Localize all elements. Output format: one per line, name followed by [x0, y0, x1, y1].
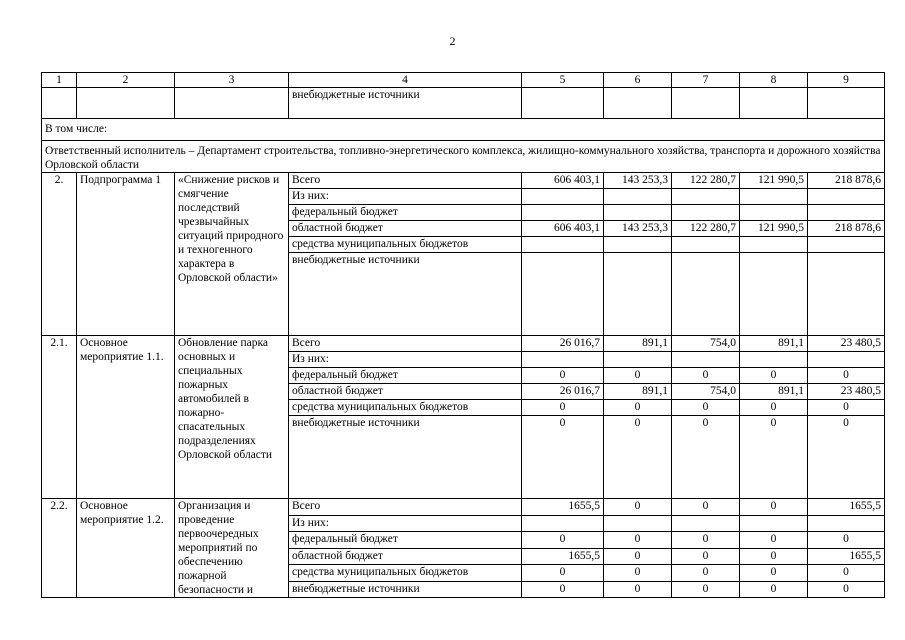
source-label: областной бюджет [289, 548, 522, 565]
value-cell [672, 253, 740, 336]
value-cell: 606 403,1 [522, 221, 604, 237]
value-cell: 0 [604, 416, 672, 499]
value-cell: 26 016,7 [522, 384, 604, 400]
value-cell [808, 253, 885, 336]
value-cell: 891,1 [604, 384, 672, 400]
value-cell: 0 [522, 565, 604, 582]
source-label: внебюджетные источники [289, 88, 522, 119]
header-cell: 8 [740, 73, 808, 88]
value-cell: 0 [522, 581, 604, 598]
budget-table [41, 72, 885, 598]
value-cell: 0 [740, 548, 808, 565]
source-label: внебюджетные источники [289, 253, 522, 336]
block-title: Организация и проведение первоочередных мероприятий по обеспечению пожарной безопасности и [175, 499, 289, 598]
value-cell [522, 205, 604, 221]
value-cell: 0 [604, 368, 672, 384]
value-cell: 0 [604, 499, 672, 516]
value-cell: 0 [808, 368, 885, 384]
value-cell [808, 205, 885, 221]
value-cell: 606 403,1 [522, 173, 604, 189]
header-row [42, 73, 885, 88]
continuation-row [42, 88, 885, 119]
value-cell: 26 016,7 [522, 336, 604, 352]
value-cell [808, 515, 885, 532]
value-cell: 1655,5 [808, 548, 885, 565]
value-cell [740, 237, 808, 253]
value-cell: 0 [604, 548, 672, 565]
block-title: «Снижение рисков и смягчение последствий чрезвычайных ситуаций природного и техногенного характера в Орловской области» [175, 173, 289, 336]
in-total-row [42, 119, 885, 141]
value-cell: 0 [740, 499, 808, 516]
value-cell: 0 [672, 400, 740, 416]
value-cell [740, 205, 808, 221]
source-label: Из них: [289, 515, 522, 532]
header-cell: 2 [77, 73, 175, 88]
source-label: средства муниципальных бюджетов [289, 565, 522, 582]
value-cell: 0 [808, 532, 885, 549]
value-cell: 0 [740, 400, 808, 416]
value-cell [604, 515, 672, 532]
value-cell: 0 [522, 400, 604, 416]
value-cell: 0 [740, 581, 808, 598]
value-cell: 0 [808, 400, 885, 416]
value-cell [672, 237, 740, 253]
source-label: федеральный бюджет [289, 532, 522, 549]
value-cell: 0 [604, 581, 672, 598]
value-cell: 0 [740, 368, 808, 384]
table-row [42, 336, 885, 352]
source-label: внебюджетные источники [289, 581, 522, 598]
value-cell: 891,1 [740, 384, 808, 400]
value-cell [740, 352, 808, 368]
source-label: Всего [289, 499, 522, 516]
header-cell: 9 [808, 73, 885, 88]
source-label: Из них: [289, 189, 522, 205]
header-cell: 7 [672, 73, 740, 88]
source-label: Всего [289, 336, 522, 352]
value-cell [672, 352, 740, 368]
value-cell: 0 [522, 368, 604, 384]
source-label: Из них: [289, 352, 522, 368]
value-cell: 0 [672, 548, 740, 565]
value-cell: 0 [522, 532, 604, 549]
source-label: федеральный бюджет [289, 368, 522, 384]
value-cell: 891,1 [740, 336, 808, 352]
value-cell [604, 237, 672, 253]
cell [175, 88, 289, 119]
value-cell [740, 253, 808, 336]
source-label: внебюджетные источники [289, 416, 522, 499]
value-cell: 122 280,7 [672, 221, 740, 237]
block-title: Обновление парка основных и специальных пожарных автомобилей в пожарно-спасательных подразделениях Орловской области [175, 336, 289, 499]
value-cell [522, 352, 604, 368]
value-cell: 754,0 [672, 336, 740, 352]
value-cell: 0 [740, 565, 808, 582]
source-label: средства муниципальных бюджетов [289, 400, 522, 416]
cell [740, 88, 808, 119]
value-cell: 0 [808, 565, 885, 582]
cell [604, 88, 672, 119]
page-number: 2 [449, 34, 456, 48]
cell [808, 88, 885, 119]
table-row [42, 499, 885, 516]
value-cell [740, 189, 808, 205]
value-cell: 0 [672, 581, 740, 598]
in-total-label: В том числе: [42, 119, 885, 141]
value-cell [808, 189, 885, 205]
value-cell [604, 352, 672, 368]
value-cell: 0 [808, 581, 885, 598]
block-number: 2.1. [42, 336, 77, 499]
value-cell: 1655,5 [522, 548, 604, 565]
value-cell: 0 [604, 532, 672, 549]
value-cell: 754,0 [672, 384, 740, 400]
value-cell: 23 480,5 [808, 384, 885, 400]
value-cell: 143 253,3 [604, 173, 672, 189]
value-cell: 121 990,5 [740, 221, 808, 237]
source-label: областной бюджет [289, 221, 522, 237]
block-name: Основное мероприятие 1.2. [77, 499, 175, 598]
value-cell [522, 253, 604, 336]
value-cell: 0 [740, 416, 808, 499]
value-cell [740, 515, 808, 532]
value-cell: 122 280,7 [672, 173, 740, 189]
value-cell: 0 [604, 565, 672, 582]
source-label: Всего [289, 173, 522, 189]
value-cell [672, 515, 740, 532]
block-number: 2. [42, 173, 77, 336]
source-label: средства муниципальных бюджетов [289, 237, 522, 253]
value-cell: 0 [672, 499, 740, 516]
source-label: федеральный бюджет [289, 205, 522, 221]
value-cell: 143 253,3 [604, 221, 672, 237]
value-cell [604, 205, 672, 221]
cell [522, 88, 604, 119]
value-cell: 218 878,6 [808, 221, 885, 237]
value-cell [522, 237, 604, 253]
value-cell [604, 253, 672, 336]
value-cell: 0 [672, 532, 740, 549]
block-name: Основное мероприятие 1.1. [77, 336, 175, 499]
header-cell: 4 [289, 73, 522, 88]
block-number: 2.2. [42, 499, 77, 598]
executor-label: Ответственный исполнитель – Департамент строительства, топливно-энергетического комплекса, жилищно-коммунального хозяйства, транспорта и дорожного хозяйства Орловской области [42, 141, 885, 173]
value-cell: 121 990,5 [740, 173, 808, 189]
executor-row [42, 141, 885, 173]
value-cell: 1655,5 [808, 499, 885, 516]
value-cell: 218 878,6 [808, 173, 885, 189]
value-cell [604, 189, 672, 205]
value-cell [522, 189, 604, 205]
cell [77, 88, 175, 119]
value-cell [808, 352, 885, 368]
value-cell: 0 [672, 416, 740, 499]
value-cell [522, 515, 604, 532]
table-row [42, 173, 885, 189]
cell [672, 88, 740, 119]
value-cell [808, 237, 885, 253]
cell [42, 88, 77, 119]
value-cell: 891,1 [604, 336, 672, 352]
value-cell: 23 480,5 [808, 336, 885, 352]
value-cell: 0 [522, 416, 604, 499]
value-cell: 0 [808, 416, 885, 499]
header-cell: 5 [522, 73, 604, 88]
value-cell: 0 [672, 565, 740, 582]
block-name: Подпрограмма 1 [77, 173, 175, 336]
value-cell: 0 [740, 532, 808, 549]
value-cell: 0 [604, 400, 672, 416]
header-cell: 3 [175, 73, 289, 88]
value-cell [672, 205, 740, 221]
header-cell: 6 [604, 73, 672, 88]
value-cell [672, 189, 740, 205]
value-cell: 1655,5 [522, 499, 604, 516]
source-label: областной бюджет [289, 384, 522, 400]
value-cell: 0 [672, 368, 740, 384]
header-cell: 1 [42, 73, 77, 88]
